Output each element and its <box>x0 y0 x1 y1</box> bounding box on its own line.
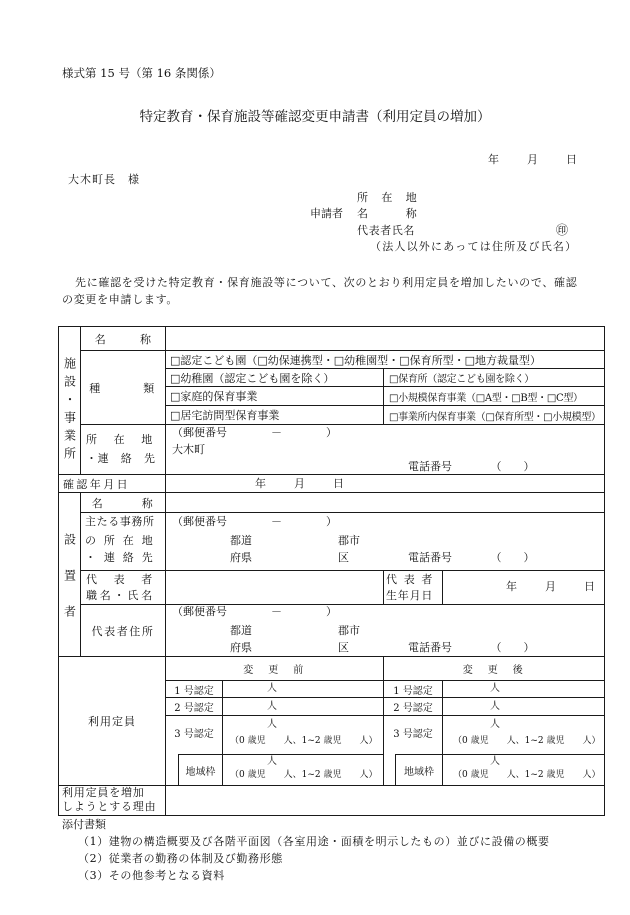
facility-type-label-cell <box>80 350 166 425</box>
type-option-label: □認定こども園（□幼保連携型・□幼稚園型・□保育所型・□地方裁量型） <box>170 353 541 367</box>
type-option-label: □幼稚園（認定こども園を除く） <box>170 371 335 385</box>
facility-section-label: 施設・事業所 <box>62 356 77 465</box>
reason-label-line-1: 利用定員を増加 <box>62 786 145 799</box>
before-regional-label-cell <box>178 754 223 786</box>
after-type3-unit: 人 <box>490 719 500 730</box>
reason-field <box>165 785 605 816</box>
founder-address-label: 代表者住所 <box>91 624 155 638</box>
attachment-item-2: （2）従業者の勤務の体制及び勤務形態 <box>78 852 283 865</box>
after-regional-label: 地域枠 <box>404 766 434 778</box>
before-type1-label: 1 号認定 <box>174 685 214 697</box>
intro-line-2: の変更を申請します。 <box>62 293 179 306</box>
before-type3-field <box>222 715 384 755</box>
applicant-address-label: 所 在 地 <box>357 191 418 204</box>
applicant-label: 申請者 <box>310 207 343 220</box>
applicant-representative-label: 代表者氏名 <box>357 224 415 237</box>
founder-office-county: 郡市 <box>338 534 360 547</box>
founder-address-ward: 区 <box>338 641 349 654</box>
after-regional-label-cell <box>395 754 443 786</box>
before-type3-label: 3 号認定 <box>174 729 214 740</box>
after-type3-label: 3 号認定 <box>393 729 433 740</box>
type-option-home-visit <box>165 405 384 425</box>
after-type2-label: 2 号認定 <box>393 703 433 714</box>
application-date: 年 月 日 <box>488 153 579 166</box>
founder-office-prefecture-bottom: 府県 <box>230 551 252 564</box>
facility-name-field <box>165 326 605 351</box>
before-type3-breakdown: （0 歳児 人、1~2 歳児 人） <box>230 736 378 746</box>
founder-office-label-line-3: ・ 連 絡 先 <box>85 551 155 564</box>
facility-address-field <box>165 424 605 475</box>
confirmation-date-label: 確認年月日 <box>63 477 130 491</box>
type-option-home-based <box>165 386 384 406</box>
type-option-kindergarten <box>165 368 384 387</box>
after-type1-label-cell <box>383 680 443 698</box>
facility-town: 大木町 <box>172 443 205 456</box>
after-type3-field <box>442 715 605 755</box>
capacity-label-cell <box>58 656 166 786</box>
addressee: 大木町長 様 <box>68 173 140 186</box>
founder-birthdate-field <box>442 570 605 605</box>
type-option-small-scale <box>383 386 605 406</box>
capacity-after-header <box>383 656 605 681</box>
after-regional-breakdown: （0 歳児 人、1~2 歳児 人） <box>453 770 601 780</box>
intro-line-1: 先に確認を受けた特定教育・保育施設等について、次のとおり利用定員を増加したいので、確認 <box>75 276 578 289</box>
facility-name-label-cell <box>80 326 166 351</box>
type-option-workplace <box>383 405 605 425</box>
founder-address-field <box>165 604 605 657</box>
founder-birthdate-label-line-1: 代 表 者 <box>386 573 434 586</box>
before-regional-unit: 人 <box>267 756 277 767</box>
form-title: 特定教育・保育施設等確認変更申請書（利用定員の増加） <box>139 109 491 125</box>
founder-address-label-cell <box>80 604 166 657</box>
before-type2-field <box>222 697 384 716</box>
attachment-item-1: （1）建物の構造概要及び各階平面図（各室用途・面積を明示したもの）並びに設備の概要 <box>78 835 550 848</box>
type-option-label: □家庭的保育事業 <box>170 390 258 403</box>
founder-office-label-line-1: 主たる事務所 <box>85 515 155 528</box>
before-regional-field <box>222 754 384 786</box>
facility-section-label-cell <box>58 326 81 475</box>
before-regional-label: 地域枠 <box>185 766 216 778</box>
founder-address-postal-code: （郵便番号 － ） <box>172 605 337 618</box>
founder-representative-label-line-1: 代 表 者 <box>86 573 155 586</box>
founder-office-ward: 区 <box>338 551 349 564</box>
after-regional-field <box>442 754 605 786</box>
founder-representative-field <box>165 570 384 605</box>
before-type3-unit: 人 <box>267 719 277 730</box>
founder-address-county: 郡市 <box>338 624 360 637</box>
before-header-label: 変 更 前 <box>243 665 306 676</box>
confirmation-date-label-cell <box>58 474 166 493</box>
founder-birthdate-value: 年 月 日 <box>506 580 597 593</box>
founder-name-label: 名 称 <box>91 496 155 510</box>
founder-office-phone: 電話番号 （ ） <box>408 551 535 564</box>
after-type1-field <box>442 680 605 698</box>
founder-representative-label-cell <box>80 570 166 605</box>
seal-mark-icon: ㊞ <box>556 223 569 237</box>
founder-office-field <box>165 512 605 571</box>
before-type2-label: 2 号認定 <box>174 703 214 714</box>
after-type1-unit: 人 <box>490 683 500 694</box>
after-type2-unit: 人 <box>490 701 500 712</box>
facility-phone: 電話番号 （ ） <box>408 460 535 473</box>
attachment-item-3: （3）その他参考となる資料 <box>78 869 225 882</box>
founder-birthdate-label-cell <box>383 570 443 605</box>
type-option-label: □事業所内保育事業（□保育所型・□小規模型） <box>389 411 601 423</box>
attachments-title: 添付書類 <box>62 818 106 831</box>
facility-postal-code: （郵便番号 － ） <box>172 426 337 439</box>
before-type2-unit: 人 <box>267 701 277 712</box>
after-header-label: 変 更 後 <box>462 665 526 676</box>
facility-address-label: 所 在 地 <box>86 433 155 446</box>
capacity-label: 利用定員 <box>88 715 136 728</box>
founder-address-phone: 電話番号 （ ） <box>408 641 535 654</box>
after-regional-unit: 人 <box>490 756 500 767</box>
before-type1-field <box>222 680 384 698</box>
reason-label-cell <box>58 785 166 816</box>
founder-address-prefecture-bottom: 府県 <box>230 641 252 654</box>
type-option-label: □小規模保育事業（□A型・□B型・□C型） <box>389 392 583 404</box>
founder-section-label-cell <box>58 492 81 657</box>
founder-office-label-cell <box>80 512 166 571</box>
before-type1-label-cell <box>165 680 223 698</box>
after-type2-field <box>442 697 605 716</box>
confirmation-date-value: 年 月 日 <box>255 477 346 490</box>
after-type1-label: 1 号認定 <box>393 685 433 697</box>
facility-contact-label: ・連 絡 先 <box>86 452 156 465</box>
applicant-name-label: 名 称 <box>357 207 418 220</box>
facility-type-label: 種 類 <box>89 381 157 395</box>
type-option-nursery <box>383 368 605 387</box>
before-type2-label-cell <box>165 697 223 716</box>
facility-address-label-cell <box>80 424 166 475</box>
founder-office-label-line-2: の 所 在 地 <box>85 534 155 547</box>
founder-office-postal-code: （郵便番号 － ） <box>172 515 337 528</box>
founder-name-label-cell <box>80 492 166 513</box>
before-type1-unit: 人 <box>267 683 277 694</box>
form-number: 様式第 15 号（第 16 条関係） <box>62 66 221 80</box>
type-option-certified-kodomoen <box>165 350 605 369</box>
confirmation-date-field <box>165 474 605 493</box>
capacity-before-header <box>165 656 384 681</box>
before-regional-breakdown: （0 歳児 人、1~2 歳児 人） <box>230 770 378 780</box>
after-type2-label-cell <box>383 697 443 716</box>
founder-representative-label-line-2: 職名・氏名 <box>86 589 155 602</box>
founder-office-prefecture-top: 都道 <box>230 534 252 547</box>
founder-name-field <box>165 492 605 513</box>
applicant-note: （法人以外にあっては住所及び氏名） <box>370 240 578 253</box>
after-type3-breakdown: （0 歳児 人、1~2 歳児 人） <box>453 736 601 746</box>
founder-section-label: 設置者 <box>62 532 77 641</box>
reason-label-line-2: しようとする理由 <box>62 800 157 813</box>
type-option-label: □居宅訪問型保育事業 <box>170 409 280 422</box>
founder-address-prefecture-top: 都道 <box>230 624 252 637</box>
founder-birthdate-label-line-2: 生年月日 <box>386 589 434 602</box>
facility-name-label: 名 称 <box>94 332 152 346</box>
type-option-label: □保育所（認定こども園を除く） <box>389 374 534 385</box>
